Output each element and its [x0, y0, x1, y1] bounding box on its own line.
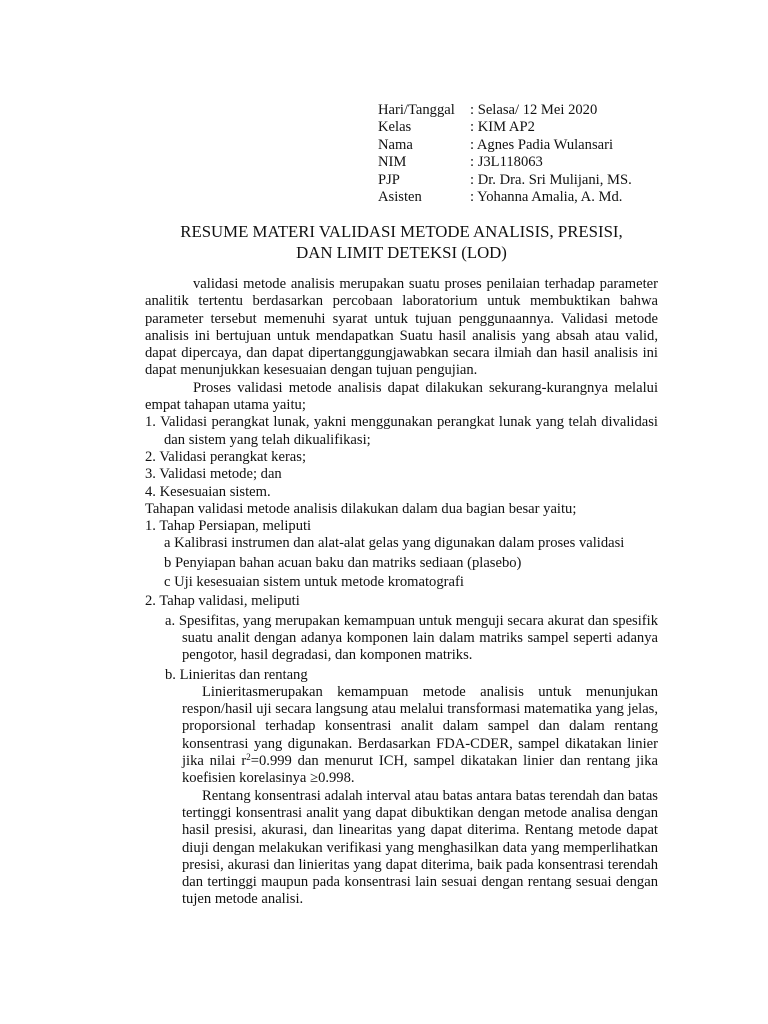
- header-row-pjp: [378, 172, 632, 189]
- header-value: : J3L118063: [470, 154, 543, 171]
- header-value: : Agnes Padia Wulansari: [470, 136, 614, 153]
- stage-2-item-linearity: b. Linieritas dan rentang: [165, 666, 308, 683]
- stage-1-item: a Kalibrasi instrumen dan alat-alat gelas yang digunakan dalam proses validasi: [164, 535, 625, 552]
- stage-1-item: c Uji kesesuaian sistem untuk metode kromatografi: [164, 574, 464, 591]
- step-item: 4. Kesesuaian sistem.: [145, 483, 271, 500]
- header-value: : Yohanna Amalia, A. Md.: [470, 189, 623, 206]
- header-value: : KIM AP2: [470, 119, 535, 136]
- step-item: 2. Validasi perangkat keras;: [145, 448, 307, 465]
- intro-paragraph: validasi metode analisis merupakan suatu proses penilaian terhadap parameter analitik tertentu berdasarkan percobaan laboratorium untuk membuktikan bahwa parameter tersebut memenuhi syarat untuk tujuan penggunaannya. Validasi metode analisis ini bertujuan untuk mendapatkan Suatu hasil analisis yang absah atau valid, dapat dipercaya, dan dapat dipertanggungjawabkan secara ilmiah dan hasil analisis ini dapat menunjukkan kesesuaian dengan tujuan pengujian.: [145, 276, 658, 379]
- superscript-two: 2: [246, 752, 251, 763]
- header-label: PJP: [378, 171, 400, 188]
- title-line-2: DAN LIMIT DETEKSI (LOD): [296, 242, 507, 262]
- linearity-text-cont: =0.999 dan menurut ICH, sampel dikatakan linier dan rentang jika koefisien korelasinya ≥0.998.: [182, 753, 658, 787]
- header-row-class: [378, 119, 632, 136]
- stage-2-heading: 2. Tahap validasi, meliputi: [145, 593, 300, 610]
- linearity-paragraph: [145, 684, 658, 788]
- title-line-1: RESUME MATERI VALIDASI METODE ANALISIS, PRESISI,: [180, 222, 623, 241]
- header-label: NIM: [378, 154, 407, 171]
- document-body: [145, 276, 658, 909]
- header-label: Nama: [378, 136, 413, 153]
- header-value: : Dr. Dra. Sri Mulijani, MS.: [470, 171, 632, 188]
- header-label: Hari/Tanggal: [378, 102, 455, 118]
- stage-2-item-specificity: a. Spesifitas, yang merupakan kemampuan untuk menguji secara akurat dan spesifik suatu analit dengan adanya komponen lain dalam matriks sampel seperti adanya pengotor, hasil degradasi, dan komponen matriks.: [165, 612, 658, 664]
- step-item: 1. Validasi perangkat lunak, yakni menggunakan perangkat lunak yang telah divalidasi dan sistem yang telah dikualifikasi;: [145, 414, 658, 448]
- header-label: Kelas: [378, 119, 412, 136]
- header-value: : Selasa/ 12 Mei 2020: [470, 102, 598, 118]
- stage-1-item: b Penyiapan bahan acuan baku dan matriks sediaan (plasebo): [164, 554, 522, 571]
- header-row-date: [378, 102, 632, 119]
- step-item: 3. Validasi metode; dan: [145, 466, 282, 483]
- process-paragraph: Proses validasi metode analisis dapat dilakukan sekurang-kurangnya melalui empat tahapan utama yaitu;: [145, 379, 658, 414]
- stage-1-heading: 1. Tahap Persiapan, meliputi: [145, 518, 312, 535]
- header-row-assistant: [378, 189, 632, 206]
- header-row-name: [378, 137, 632, 154]
- header-row-nim: [378, 154, 632, 171]
- header-label: Asisten: [378, 189, 422, 206]
- range-paragraph: Rentang konsentrasi adalah interval atau batas antara batas terendah dan batas tertinggi konsentrasi analit yang dapat dibuktikan dengan metode analisa dengan hasil presisi, akurasi, dan linearitas yang dapat diterima. Rentang metode dapat diuji dengan melakukan verifikasi yang menghasilkan data yang memperlihatkan presisi, akurasi dan linieritas yang dapat diterima, baik pada konsentrasi terendah dan tertinggi maupun pada konsentrasi lain sesuai dengan rentang sesuai dengan tujen metode analisi.: [182, 787, 658, 908]
- header-info-table: [378, 102, 632, 206]
- document-title: [145, 222, 658, 263]
- stages-paragraph: Tahapan validasi metode analisis dilakukan dalam dua bagian besar yaitu;: [145, 500, 577, 517]
- linearity-text: Linieritasmerupakan kemampuan metode analisis untuk menunjukan respon/hasil uji secara langsung atau melalui transformasi matematika yang jelas, proporsional terhadap konsentrasi analit dalam sampel dan dalam rentang konsentrasi yang digunakan. Berdasarkan FDA-CDER, sampel dikatakan linier jika nilai r: [182, 683, 658, 770]
